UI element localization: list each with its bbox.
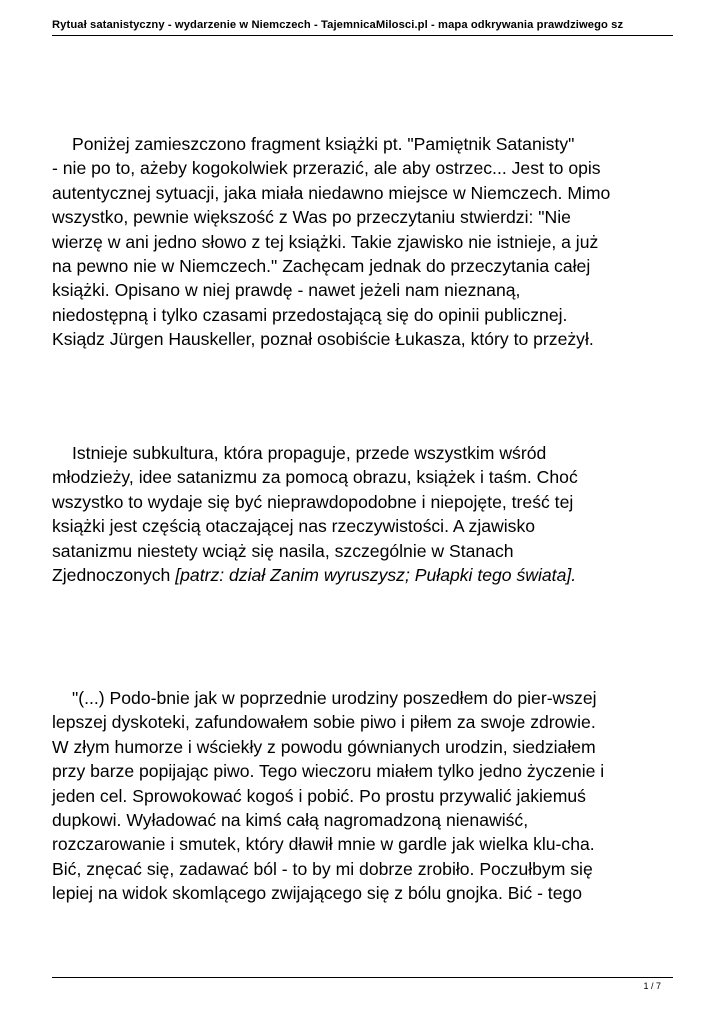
header-divider [52,35,673,36]
page-header-title: Rytuał satanistyczny - wydarzenie w Niemczech - TajemnicaMilosci.pl - mapa odkrywania prawdziwego sz [52,19,624,31]
text-line: wszystko, pewnie większość z Was po przeczytaniu stwierdzi: "Nie [52,207,571,228]
text-line: Istnieje subkultura, która propaguje, przede wszystkim wśród [72,443,547,463]
text-line: jeden cel. Sprowokować kogoś i pobić. Po prostu przywalić jakiemuś [52,785,586,806]
text-line: "(...) Podo-bnie jak w poprzednie urodziny poszedłem do pier-wszej [72,688,597,708]
text-line: niedostępną i tylko czasami przedostającą się do opinii publicznej. [52,304,568,325]
text-line: Ksiądz Jürgen Hauskeller, poznał osobiście Łukasza, który to przeżył. [52,329,594,350]
page-number: 1 / 7 [643,981,661,991]
text-line: wszystko to wydaje się być nieprawdopodobne i niepojęte, treść tej [52,491,574,512]
text-line: satanizmu niestety wciąż się nasila, szczególnie w Stanach [52,540,514,561]
text-line: rozczarowanie i smutek, który dławił mnie w gardle jak wielka klu-cha. [52,834,595,855]
text-line: autentycznej sytuacji, jaka miała niedawno miejsce w Niemczech. Mimo [52,182,611,203]
text-line: dupkowi. Wyładować na kimś całą nagromadzoną nienawiść, [52,810,529,831]
text-line: lepiej na widok skomlącego zwijającego się z bólu gnojka. Bić - tego [52,883,583,904]
text-line: lepszej dyskoteki, zafundowałem sobie piwo i piłem za swoje zdrowie. [52,712,596,733]
text-line [52,563,692,587]
italic-reference: [patrz: dział Zanim wyruszysz; Pułapki tego świata]. [175,565,577,586]
paragraph-intro [52,132,692,352]
text-segment: Zjednoczonych [52,565,176,586]
text-line: na pewno nie w Niemczech." Zachęcam jednak do przeczytania całej [52,256,591,277]
text-line: Bić, znęcać się, zadawać ból - to by mi dobrze zrobiło. Poczułbym się [52,858,593,879]
text-line: przy barze popijając piwo. Tego wieczoru miałem tylko jedno życzenie i [52,761,605,782]
text-line: młodzieży, idee satanizmu za pomocą obrazu, książek i taśm. Choć [52,467,578,488]
text-line: książki. Opisano w niej prawdę - nawet jeżeli nam nieznaną, [52,280,521,301]
text-line: W złym humorze i wściekły z powodu gównianych urodzin, siedziałem [52,736,596,757]
text-line: książki jest częścią otaczającej nas rzeczywistości. A zjawisko [52,516,536,537]
text-line: - nie po to, ażeby kogokolwiek przerazić, ale aby ostrzec... Jest to opis [52,158,601,179]
footer-divider [52,977,673,978]
text-line: wierzę w ani jedno słowo z tej książki. Takie zjawisko nie istnieje, a już [52,231,599,252]
text-line: Poniżej zamieszczono fragment książki pt. "Pamiętnik Satanisty" [72,134,575,154]
paragraph-subculture [52,441,692,587]
paragraph-quote [52,686,692,906]
